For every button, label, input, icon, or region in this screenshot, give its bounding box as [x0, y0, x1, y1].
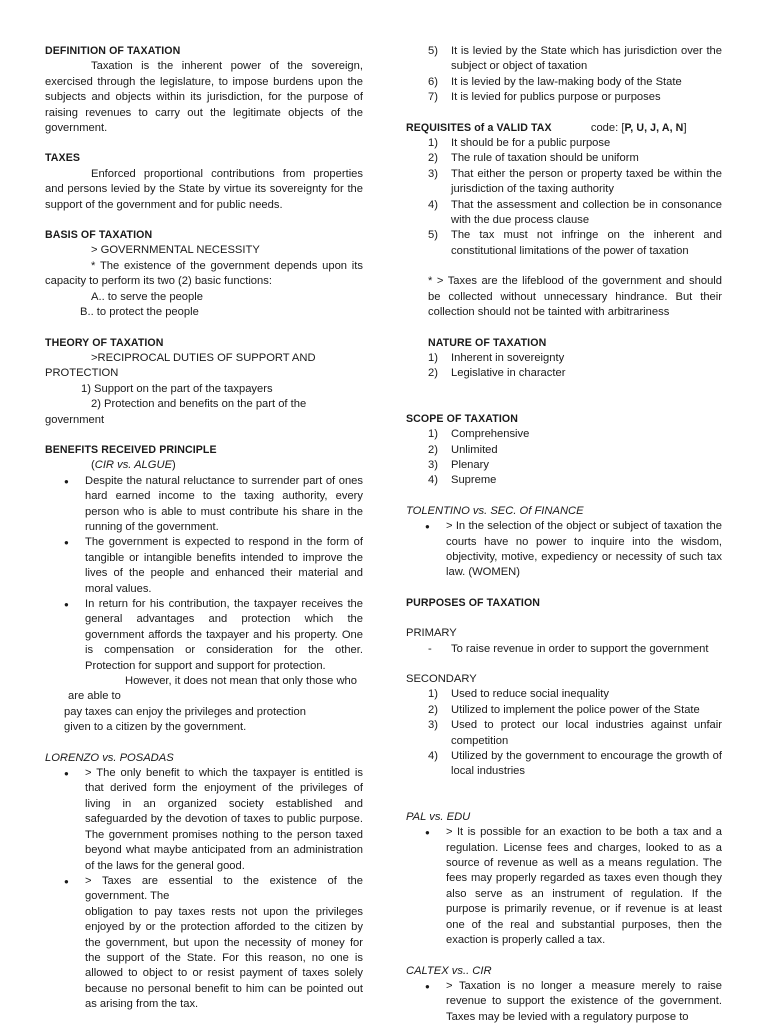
benefits-tail2: are able to [68, 690, 121, 703]
item-number: 1) [428, 688, 438, 701]
primary-label: PRIMARY [406, 627, 457, 640]
list-item: ● The government is expected to respond in the form of tangible or intangible benefits intended to improve the lives of the people and enhanced their material and moral values. [45, 535, 363, 597]
item-number: 2) [428, 367, 438, 380]
list-item [406, 151, 722, 166]
lorenzo-continuation: obligation to pay taxes rests not upon the privileges enjoyed by or the protection afforded to the citizen by the government, but upon the necessity of money for the support of the State. For this reason, no one is allowed to object to or resist payment of taxes solely because no personal benefit to him can be pointed out as arising from the tax. [85, 905, 363, 1011]
primary-dash: - [428, 642, 432, 655]
list-item [406, 75, 722, 90]
nature-heading: NATURE OF TAXATION [428, 336, 547, 349]
left-column [45, 44, 363, 1013]
purposes-heading: PURPOSES OF TAXATION [406, 596, 541, 609]
list-item [406, 198, 722, 229]
item-number: 3) [428, 167, 438, 180]
list-item [406, 703, 722, 718]
list-item [406, 366, 722, 381]
basis-heading: BASIS OF TAXATION [45, 229, 153, 242]
item-number: 6) [428, 75, 438, 88]
item-text: That the assessment and collection be in consonance with the due process clause [451, 198, 722, 227]
benefits-tail3: pay taxes can enjoy the privileges and protection [64, 705, 306, 718]
item-number: 1) [428, 137, 438, 150]
pal-bullets [406, 825, 722, 948]
taxes-heading: TAXES [45, 152, 81, 165]
requisites-code-close: ] [683, 121, 687, 134]
item-text: The tax must not infringe on the inherent and constitutional limitations of the power of taxation [451, 229, 722, 257]
item-number: 2) [428, 703, 438, 716]
item-text: Used to reduce social inequality [451, 688, 609, 701]
theory-heading: THEORY OF TAXATION [45, 336, 164, 349]
basis-line2: * The existence of the government depends upon its capacity to perform its two (2) basic functions: [45, 259, 363, 288]
list-item [406, 473, 722, 488]
benefits-case-name: CIR vs. ALGUE [94, 459, 173, 472]
item-text: Used to protect our local industries against unfair competition [451, 719, 722, 747]
benefits-case [45, 458, 363, 473]
item-text: Utilized by the government to encourage the growth of local industries [451, 750, 722, 778]
item-text: Comprehensive [451, 428, 530, 441]
list-item [406, 427, 722, 442]
item-text: It is levied by the State which has jurisdiction over the subject or object of taxation [451, 45, 722, 73]
list-item [406, 458, 722, 473]
list-item: ● > The only benefit to which the taxpayer is entitled is that derived form the enjoyment of the privileges of living in an organized society established and safeguarded by the devotion of taxes to public purpose. The government promises nothing to the person taxed beyond what maybe anticipated from an administration of the laws for the general good. [45, 766, 363, 874]
requisites-list [406, 136, 722, 259]
pal-heading: PAL vs. EDU [406, 810, 471, 823]
list-item [406, 718, 722, 749]
list-item: ● In return for his contribution, the taxpayer receives the general advantages and protection which the government affords the taxpayer and his property. One is compensation or consideration for the other. Protection for support and support for protection. [45, 597, 363, 674]
list-item [406, 687, 722, 702]
definition-text: Taxation is the inherent power of the sovereign, exercised through the legislature, to impose burdens upon the subjects and objects within its jurisdiction, for the purpose of raising revenues to carry out the legitimate objects of the government. [45, 60, 363, 135]
item-number: 7) [428, 91, 438, 104]
list-item [406, 44, 722, 75]
theory-item1: 1) Support on the part of the taxpayers [81, 382, 273, 395]
item-text: Plenary [451, 458, 489, 471]
definition-heading: DEFINITION OF TAXATION [45, 45, 181, 57]
requisites-code: P, U, J, A, N [624, 121, 684, 134]
item-text: Unlimited [451, 443, 498, 456]
item-number: 2) [428, 152, 438, 165]
item-text: It is levied for publics purpose or purposes [451, 91, 661, 104]
lorenzo-bullets [45, 766, 363, 905]
requisites-heading: REQUISITES of a VALID TAX [406, 121, 552, 134]
right-column [406, 44, 722, 1025]
item-number: 1) [428, 351, 438, 364]
benefits-case-open: ( [91, 459, 95, 472]
list-item: ● > It is possible for an exaction to be both a tax and a regulation. License fees and charges, looked to as a source of revenue as well as a means regulation. The fees may properly regarded as taxes even though they also serve as an instrument of regulation. If the purpose is primarily revenue, or if revenue is at least one of the real and substantial purposes, then the exaction is properly called a tax. [406, 825, 722, 948]
requisites-heading-row [406, 121, 722, 136]
item-number: 4) [428, 474, 438, 487]
item-number: 3) [428, 719, 438, 732]
tolentino-bullets [406, 519, 722, 581]
benefits-bullets [45, 474, 363, 674]
secondary-list [406, 687, 722, 779]
list-item [406, 167, 722, 198]
theory-line2: PROTECTION [45, 367, 119, 380]
primary-text: To raise revenue in order to support the government [451, 642, 709, 655]
benefits-tail4: given to a citizen by the government. [64, 721, 247, 734]
item-text: It is levied by the law-making body of the State [451, 75, 682, 88]
item-text: Legislative in character [451, 367, 566, 380]
item-text: Utilized to implement the police power of the State [451, 703, 700, 716]
list-item [406, 228, 722, 259]
benefits-heading: BENEFITS RECEIVED PRINCIPLE [45, 443, 217, 456]
list-item: ● > Taxes are essential to the existence of the government. The [45, 874, 363, 905]
item-number: 5) [428, 229, 438, 242]
list-item [406, 90, 722, 105]
benefits-tail1: However, it does not mean that only those who [125, 675, 357, 688]
benefits-case-close: ) [172, 459, 176, 472]
item-text: That either the person or property taxed be within the jurisdiction of the taxing authority [451, 167, 722, 196]
item-text: The rule of taxation should be uniform [451, 152, 639, 165]
theory-line1: >RECIPROCAL DUTIES OF SUPPORT AND [91, 351, 316, 364]
item-number: 2) [428, 443, 438, 456]
item-number: 1) [428, 428, 438, 441]
basis-item-b: B.. to protect the people [80, 306, 199, 319]
requisites-code-label: code: [ [590, 121, 625, 134]
taxes-text: Enforced proportional contributions from properties and persons levied by the State by virtue its sovereignty for the support of the government and for public needs. [45, 167, 363, 211]
list-item [406, 351, 722, 366]
nature-list [406, 351, 722, 382]
scope-heading: SCOPE OF TAXATION [406, 412, 518, 425]
list-item [406, 136, 722, 151]
item-number: 5) [428, 45, 438, 57]
item-number: 4) [428, 750, 438, 763]
item-text: Inherent in sovereignty [451, 351, 565, 364]
item-text: It should be for a public purpose [451, 137, 611, 150]
list-item: ● Despite the natural reluctance to surrender part of ones hard earned income to the taxing authority, every person who is able to must contribute his share in the running of the government. [45, 474, 363, 536]
caltex-heading: CALTEX vs.. CIR [406, 964, 492, 977]
requisites-note: * > Taxes are the lifeblood of the government and should be collected without unnecessary hindrance. But their collection should not be tainted with arbitrariness [428, 275, 722, 319]
list-item [406, 749, 722, 780]
list-item: ● > In the selection of the object or subject of taxation the courts have no power to inquire into the wisdom, objectivity, motive, expediency or necessity of such tax law. (WOMEN) [406, 519, 722, 581]
characteristics-list [406, 44, 722, 106]
caltex-bullets [406, 979, 722, 1025]
basis-item-a: A.. to serve the people [91, 290, 203, 303]
secondary-label: SECONDARY [406, 673, 477, 685]
primary-item [406, 642, 722, 657]
scope-list [406, 427, 722, 489]
tolentino-heading: TOLENTINO vs. SEC. Of FINANCE [406, 504, 584, 517]
basis-line1: > GOVERNMENTAL NECESSITY [91, 244, 260, 257]
item-text: Supreme [451, 474, 497, 487]
item-number: 3) [428, 458, 438, 471]
lorenzo-heading: LORENZO vs. POSADAS [45, 751, 174, 764]
list-item: ● > Taxation is no longer a measure merely to raise revenue to support the existence of the government. Taxes may be levied with a regulatory purpose to [406, 979, 722, 1025]
theory-item2: 2) Protection and benefits on the part of the government [45, 398, 307, 426]
list-item [406, 443, 722, 458]
item-number: 4) [428, 198, 438, 211]
